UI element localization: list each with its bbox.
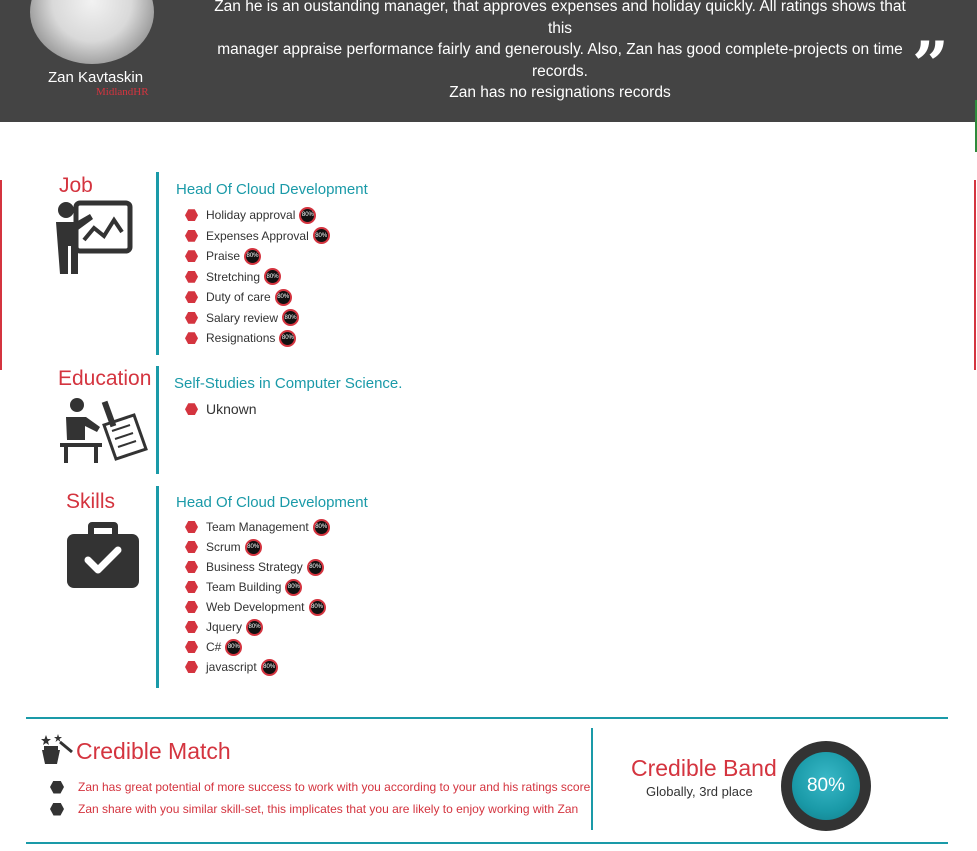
education-label: Uknown [206, 401, 257, 418]
edge-divider [0, 180, 2, 370]
skills-list [185, 517, 330, 677]
score-badge: 80% [261, 659, 278, 676]
skill-label: Business Strategy [206, 560, 303, 574]
job-metrics-list [185, 205, 330, 349]
metric-label: Stretching [206, 269, 261, 284]
bullet-hexagon-icon [185, 641, 198, 653]
skill-label: Jquery [206, 620, 243, 634]
credible-band-gauge [781, 741, 871, 831]
job-section-title: Job [59, 174, 93, 197]
closing-quote-icon: ” [912, 28, 949, 103]
list-item [185, 557, 330, 577]
score-badge: 80% [313, 227, 330, 244]
score-badge: 80% [313, 519, 330, 536]
card-divider [591, 728, 593, 830]
education-list [185, 399, 257, 420]
score-badge: 80% [246, 619, 263, 636]
bullet-hexagon-icon [185, 561, 198, 573]
bullet-hexagon-icon [185, 581, 198, 593]
metric-label: Holiday approval [206, 208, 296, 223]
score-badge: 80% [285, 579, 302, 596]
list-item [50, 798, 590, 820]
list-item [185, 205, 330, 226]
section-divider [156, 486, 159, 688]
company-name: MidlandHR [96, 86, 149, 98]
bullet-hexagon-icon [185, 621, 198, 633]
card-border-bottom [26, 842, 948, 844]
score-badge: 80% [307, 559, 324, 576]
list-item [185, 617, 330, 637]
list-item [185, 577, 330, 597]
gauge-value: 80% [792, 752, 860, 820]
profile-name: Zan Kavtaskin [48, 69, 144, 86]
score-badge: 80% [309, 599, 326, 616]
list-item [185, 517, 330, 537]
metric-label: Salary review [206, 310, 279, 325]
section-divider [156, 366, 159, 474]
list-item [185, 657, 330, 677]
bullet-hexagon-icon [185, 403, 198, 415]
edge-divider [974, 180, 976, 370]
score-badge: 80% [275, 289, 292, 306]
credible-match-list [50, 776, 590, 820]
skill-label: Team Building [206, 580, 282, 594]
bullet-hexagon-icon [185, 521, 198, 533]
avatar [30, 0, 154, 64]
bullet-hexagon-icon [50, 781, 64, 794]
metric-label: Praise [206, 249, 241, 264]
bullet-hexagon-icon [185, 312, 198, 324]
bullet-hexagon-icon [185, 601, 198, 613]
score-badge: 80% [264, 268, 281, 285]
skill-label: Web Development [206, 600, 305, 614]
section-divider [156, 172, 159, 355]
bullet-hexagon-icon [185, 230, 198, 242]
bullet-hexagon-icon [185, 271, 198, 283]
list-item [185, 267, 330, 288]
list-item [185, 246, 330, 267]
skill-label: javascript [206, 660, 257, 674]
credible-match-title: Credible Match [76, 738, 231, 764]
score-badge: 80% [279, 330, 296, 347]
list-item [185, 226, 330, 247]
student-desk-icon [58, 397, 148, 465]
metric-label: Resignations [206, 331, 276, 346]
list-item [185, 537, 330, 557]
match-point: Zan share with you similar skill-set, this implicates that you are likely to enjoy working with Zan [78, 802, 579, 816]
credible-band-subtitle: Globally, 3rd place [646, 784, 753, 799]
quote-line: manager appraise performance fairly and generously. Also, Zan has good complete-projects on time records. [217, 41, 903, 80]
score-badge: 80% [245, 539, 262, 556]
skills-section-title: Skills [66, 490, 116, 513]
bullet-hexagon-icon [185, 661, 198, 673]
score-badge: 80% [299, 207, 316, 224]
list-item [185, 597, 330, 617]
credible-band-title: Credible Band [631, 755, 777, 781]
skill-label: Team Management [206, 520, 309, 534]
skill-label: Scrum [206, 540, 241, 554]
profile-header [0, 0, 977, 122]
metric-label: Duty of care [206, 290, 271, 305]
bullet-hexagon-icon [185, 332, 198, 344]
list-item [50, 776, 590, 798]
score-badge: 80% [282, 309, 299, 326]
skills-title: Head Of Cloud Development [176, 494, 368, 511]
bullet-hexagon-icon [185, 250, 198, 262]
presenter-chart-icon [54, 200, 134, 276]
list-item [185, 287, 330, 308]
list-item [185, 637, 330, 657]
list-item [185, 328, 330, 349]
bullet-hexagon-icon [185, 541, 198, 553]
score-badge: 80% [244, 248, 261, 265]
match-point: Zan has great potential of more success to work with you according to your and his ratings score [78, 780, 591, 794]
list-item [185, 399, 257, 420]
briefcase-check-icon [66, 520, 140, 590]
bullet-hexagon-icon [50, 803, 64, 816]
job-title: Head Of Cloud Development [176, 181, 368, 198]
quote-line: Zan has no resignations records [449, 84, 671, 101]
skill-label: C# [206, 640, 222, 654]
education-title: Self-Studies in Computer Science. [174, 375, 403, 392]
bullet-hexagon-icon [185, 291, 198, 303]
list-item [185, 308, 330, 329]
testimonial-quote [200, 0, 920, 104]
metric-label: Expenses Approval [206, 228, 309, 243]
education-section-title: Education [58, 367, 152, 390]
magic-wand-icon [38, 734, 74, 766]
score-badge: 80% [225, 639, 242, 656]
quote-line: Zan he is an oustanding manager, that approves expenses and holiday quickly. All ratings shows that this [214, 0, 906, 37]
card-border-top [26, 717, 948, 719]
bullet-hexagon-icon [185, 209, 198, 221]
